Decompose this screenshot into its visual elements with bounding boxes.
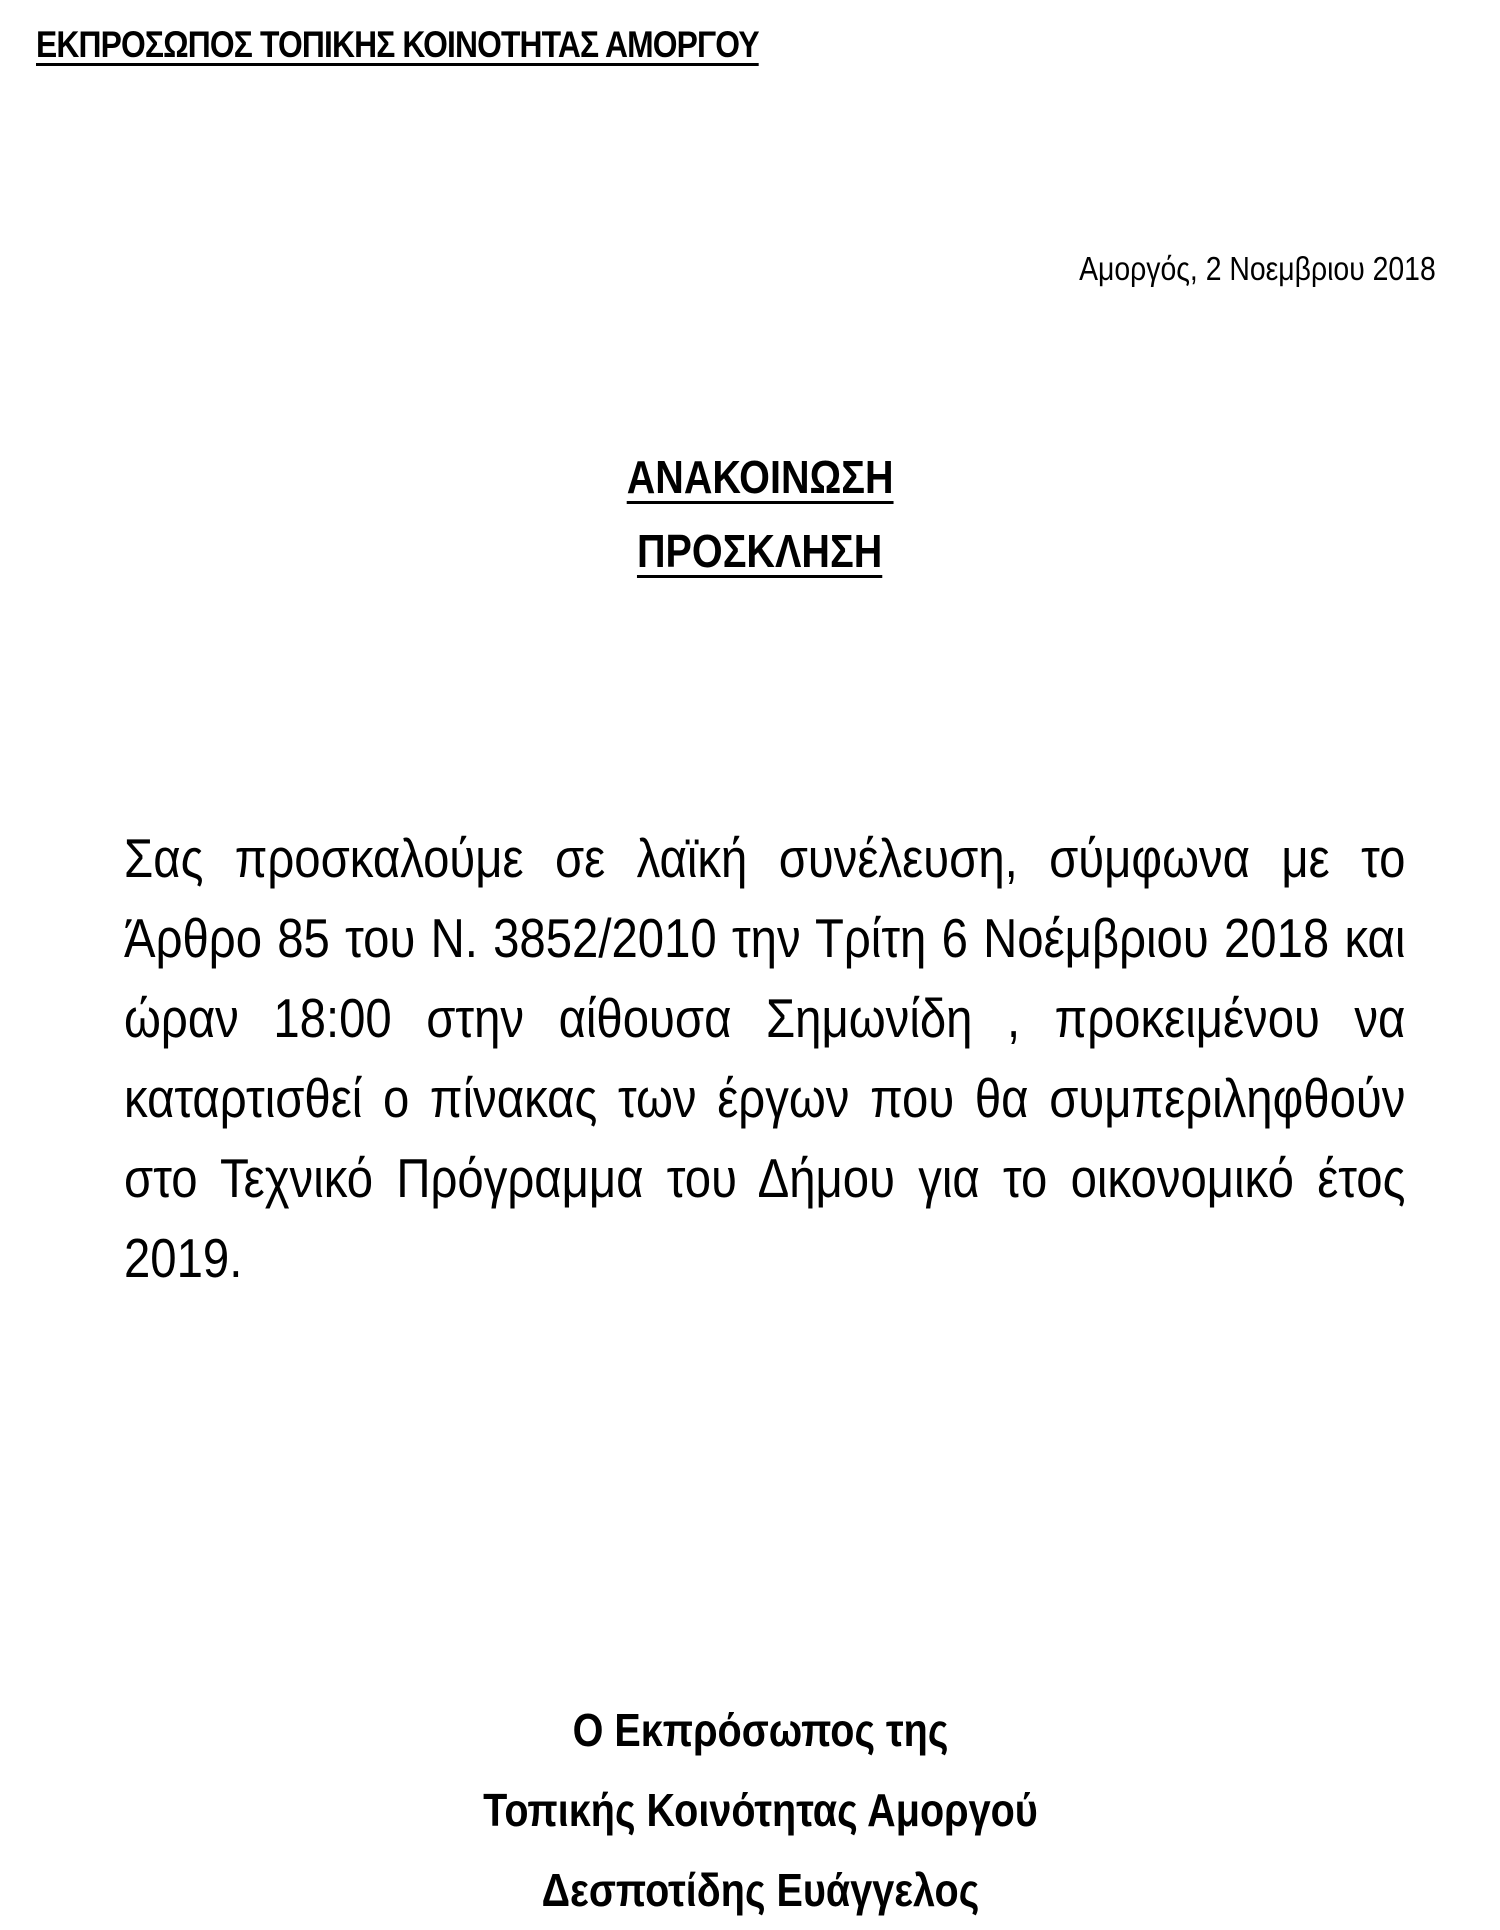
signature-name-text: Δεσποτίδης Ευάγγελος: [541, 1864, 979, 1916]
document-date: Αμοργός, 2 Νοεμβριου 2018: [1079, 250, 1436, 287]
announcement-title-text: ΑΝΑΚΟΙΝΩΣΗ: [626, 451, 894, 503]
invitation-body-text: Σας προσκαλούμε σε λαϊκή συνέλευση, σύμφωνα με το Άρθρο 85 του Ν. 3852/2010 την Τρίτη 6 Νοέμβριου 2018 και ώραν 18:00 στην αίθουσα Σημωνίδη , προκειμένου να καταρτισθεί ο πίνακας των έργων που θα συμπεριληφθούν στο Τεχνικό Πρόγραμμα του Δήμου για το οικονομικό έτος 2019.: [124, 827, 1406, 1289]
invitation-title: [0, 514, 1500, 588]
signature-organization: [0, 1770, 1500, 1850]
signature-role-text: Ο Εκπρόσωπος της: [572, 1704, 948, 1756]
signature-name: [0, 1850, 1500, 1930]
announcement-title: [0, 440, 1500, 514]
signature-block: [0, 1690, 1500, 1930]
invitation-body: [124, 818, 1404, 1298]
signature-organization-text: Τοπικής Κοινότητας Αμοργού: [482, 1784, 1038, 1836]
invitation-title-text: ΠΡΟΣΚΛΗΣΗ: [637, 525, 883, 577]
title-block: [0, 440, 1500, 588]
signature-role: [0, 1690, 1500, 1770]
issuer-header: ΕΚΠΡΟΣΩΠΟΣ ΤΟΠΙΚΗΣ ΚΟΙΝΟΤΗΤΑΣ ΑΜΟΡΓΟΥ: [36, 24, 759, 65]
